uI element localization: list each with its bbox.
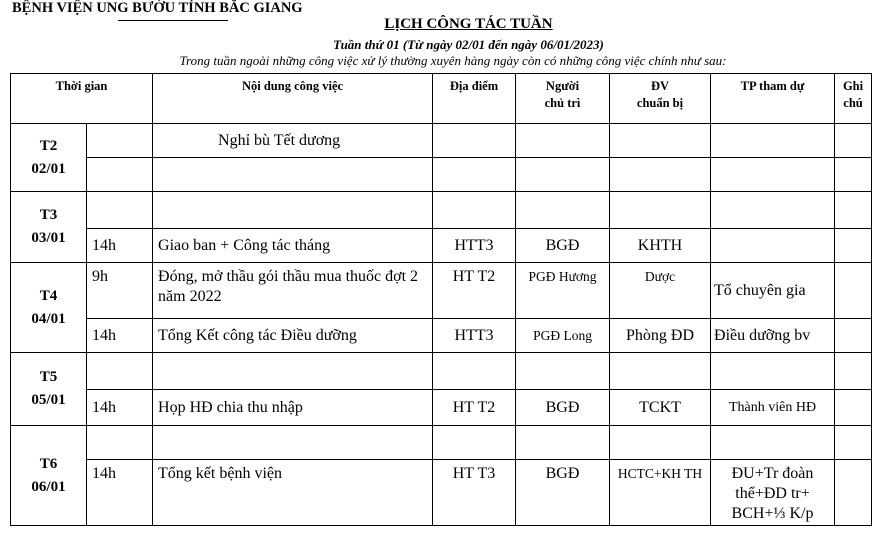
host-cell: BGĐ (516, 460, 610, 526)
table-row (11, 460, 872, 526)
host-cell (516, 353, 610, 390)
participants-cell (711, 229, 835, 263)
participants-cell: Điều dưỡng bv (711, 319, 835, 353)
host-cell: BGĐ (516, 390, 610, 426)
time-cell (87, 353, 153, 390)
note-cell (835, 319, 872, 353)
unit-cell: KHTH (610, 229, 711, 263)
col-location-header: Địa điểm (433, 74, 516, 124)
week-subtitle: Tuần thứ 01 (Từ ngày 02/01 đến ngày 06/01/2023) (333, 37, 604, 52)
table-row (11, 229, 872, 263)
participants-cell: Tổ chuyên gia (711, 263, 835, 319)
table-row (11, 426, 872, 460)
note-cell (835, 460, 872, 526)
host-cell: PGĐ Hương (516, 263, 610, 319)
location-cell (433, 124, 516, 158)
day-label: T5 (39, 369, 58, 385)
day-cell-t4 (11, 263, 87, 353)
day-cell-t3 (11, 192, 87, 263)
location-cell: HT T2 (433, 390, 516, 426)
col-content-header: Nội dung công việc (153, 74, 433, 124)
time-cell: 14h (87, 319, 153, 353)
note-cell (835, 390, 872, 426)
time-cell (87, 192, 153, 229)
host-cell: PGĐ Long (516, 319, 610, 353)
time-cell (87, 124, 153, 158)
content-cell: Giao ban + Công tác tháng (153, 229, 433, 263)
location-cell (433, 353, 516, 390)
day-cell-t2 (11, 124, 87, 192)
col-host-header-line1: Người (545, 79, 580, 93)
col-time-header: Thời gian (11, 74, 153, 124)
content-cell: Tổng kết bệnh viện (153, 460, 433, 526)
content-cell: Nghỉ bù Tết dương (153, 124, 433, 158)
unit-cell: HCTC+KH TH (610, 460, 711, 526)
host-cell: BGĐ (516, 229, 610, 263)
table-row (11, 353, 872, 390)
note-cell (835, 158, 872, 192)
note-cell (835, 263, 872, 319)
note-cell (835, 353, 872, 390)
location-cell: HT T3 (433, 460, 516, 526)
unit-cell: TCKT (610, 390, 711, 426)
day-cell-t5 (11, 353, 87, 426)
content-cell (153, 353, 433, 390)
day-date: 04/01 (31, 310, 66, 327)
col-note-header-line2: chú (843, 96, 863, 110)
day-label: T6 (39, 455, 58, 472)
time-cell: 14h (87, 229, 153, 263)
note-cell (835, 426, 872, 460)
table-row (11, 390, 872, 426)
unit-cell: Dược (610, 263, 711, 319)
organization-name: BỆNH VIỆN UNG BƯỚU TỈNH BẮC GIANG (12, 0, 303, 16)
location-cell: HTT3 (433, 319, 516, 353)
content-cell (153, 426, 433, 460)
col-unit-header-line2: chuẩn bị (636, 96, 684, 110)
unit-cell (610, 158, 711, 192)
time-cell (87, 426, 153, 460)
day-label: T2 (39, 137, 58, 154)
day-cell-t6 (11, 426, 87, 526)
time-cell: 14h (87, 460, 153, 526)
unit-cell (610, 124, 711, 158)
participants-cell (711, 158, 835, 192)
content-cell: Họp HĐ chia thu nhập (153, 390, 433, 426)
day-date: 06/01 (31, 478, 66, 495)
participants-cell (711, 426, 835, 460)
time-cell: 14h (87, 390, 153, 426)
location-cell: HTT3 (433, 229, 516, 263)
table-row (11, 192, 872, 229)
col-note-header (835, 74, 872, 124)
intro-text: Trong tuần ngoài những công việc xử lý thường xuyên hàng ngày còn có những công việc chính như sau: (179, 53, 727, 68)
col-host-header-line2: chủ trì (544, 96, 581, 110)
col-host-header (516, 74, 610, 124)
day-date: 02/01 (31, 160, 66, 177)
col-unit-header (610, 74, 711, 124)
table-row (11, 319, 872, 353)
page-title: LỊCH CÔNG TÁC TUẦN (384, 16, 553, 32)
host-cell (516, 124, 610, 158)
participants-cell: Thành viên HĐ (711, 390, 835, 426)
content-cell (153, 192, 433, 229)
content-cell (153, 158, 433, 192)
participants-cell (711, 353, 835, 390)
location-cell: HT T2 (433, 263, 516, 319)
participants-cell (711, 124, 835, 158)
host-cell (516, 192, 610, 229)
note-cell (835, 192, 872, 229)
unit-cell (610, 426, 711, 460)
content-cell: Đóng, mở thầu gói thầu mua thuốc đợt 2 năm 2022 (153, 263, 433, 319)
col-unit-header-line1: ĐV (650, 79, 670, 93)
day-label: T4 (39, 287, 58, 304)
schedule-table (10, 73, 872, 526)
participants-cell: ĐU+Tr đoàn thể+ĐD tr+ BCH+⅓ K/p (711, 460, 835, 526)
day-label: T3 (39, 207, 58, 223)
table-row (11, 124, 872, 158)
day-date: 05/01 (31, 392, 66, 408)
unit-cell (610, 192, 711, 229)
unit-cell (610, 353, 711, 390)
note-cell (835, 124, 872, 158)
participants-cell (711, 192, 835, 229)
location-cell (433, 426, 516, 460)
location-cell (433, 192, 516, 229)
time-cell (87, 158, 153, 192)
header-row (11, 74, 872, 124)
time-cell: 9h (87, 263, 153, 319)
note-cell (835, 229, 872, 263)
col-note-header-line1: Ghi (842, 79, 864, 93)
table-row (11, 158, 872, 192)
col-participants-header: TP tham dự (711, 74, 835, 124)
day-date: 03/01 (31, 230, 66, 246)
content-cell: Tổng Kết công tác Điều dưỡng (153, 319, 433, 353)
host-cell (516, 426, 610, 460)
host-cell (516, 158, 610, 192)
table-row (11, 263, 872, 319)
unit-cell: Phòng ĐD (610, 319, 711, 353)
location-cell (433, 158, 516, 192)
